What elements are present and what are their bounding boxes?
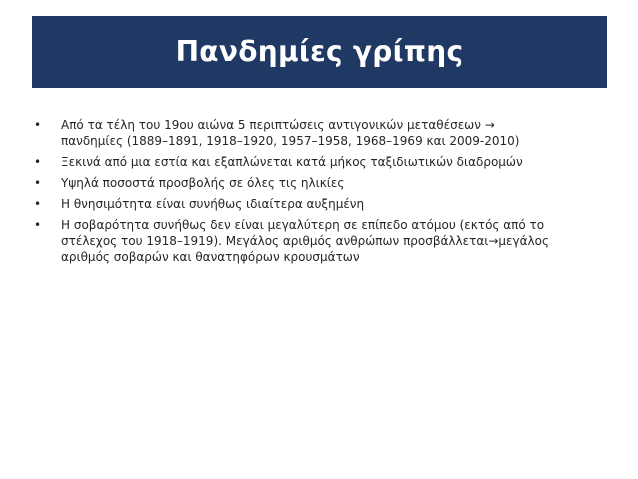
- bullet-text-line: Από τα τέλη του 19ου αιώνα 5 περιπτώσεις αντιγονικών μεταθέσεων →: [61, 118, 495, 132]
- bullet-text-line: Ξεκινά από μια εστία και εξαπλώνεται κατά μήκος ταξιδιωτικών διαδρομών: [61, 155, 523, 169]
- bullet-item: [34, 217, 614, 265]
- bullet-item: [34, 196, 614, 212]
- bullet-item: [34, 117, 614, 149]
- bullet-text-line: στέλεχος του 1918–1919). Μεγάλος αριθμός ανθρώπων προσβάλλεται→μεγάλος: [61, 234, 549, 248]
- bullet-icon: •: [34, 218, 42, 232]
- bullet-icon: •: [34, 155, 42, 169]
- bullet-item: [34, 175, 614, 191]
- bullet-list: [34, 117, 614, 270]
- bullet-text-line: αριθμός σοβαρών και θανατηφόρων κρουσμάτων: [61, 250, 360, 264]
- bullet-text-line: Η θνησιμότητα είναι συνήθως ιδιαίτερα αυξημένη: [61, 197, 365, 211]
- bullet-text-line: Η σοβαρότητα συνήθως δεν είναι μεγαλύτερη σε επίπεδο ατόμου (εκτός από το: [61, 218, 545, 232]
- bullet-icon: •: [34, 118, 42, 132]
- bullet-text-line: πανδημίες (1889–1891, 1918–1920, 1957–1958, 1968–1969 και 2009-2010): [61, 134, 520, 148]
- title-banner: [32, 16, 607, 88]
- bullet-item: [34, 154, 614, 170]
- bullet-text-line: Υψηλά ποσοστά προσβολής σε όλες τις ηλικίες: [61, 176, 345, 190]
- slide-title: Πανδημίες γρίπης: [175, 34, 464, 68]
- bullet-icon: •: [34, 197, 42, 211]
- bullet-icon: •: [34, 176, 42, 190]
